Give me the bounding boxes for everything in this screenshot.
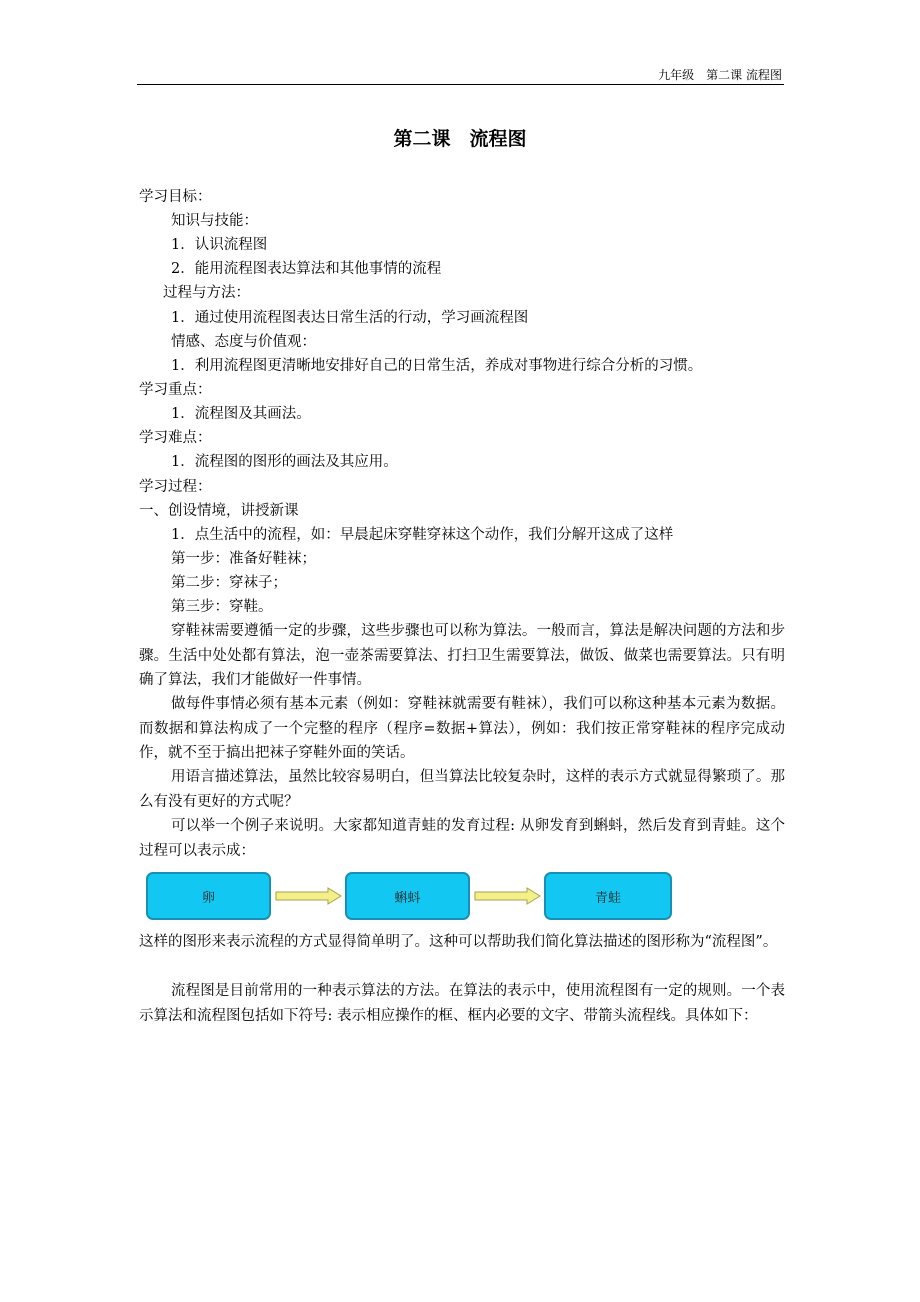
step-item: 第三步：穿鞋。 (171, 599, 273, 615)
knowledge-item: 1．认识流程图 (171, 237, 268, 253)
flow-box-egg: 卵 (146, 872, 271, 920)
key-points-heading: 学习重点： (139, 382, 212, 398)
flow-box-tadpole: 蝌蚪 (345, 872, 470, 920)
flow-arrow-icon (274, 886, 344, 906)
process-section-heading: 学习过程： (139, 479, 212, 495)
frog-flowchart (146, 869, 676, 923)
paragraph: 做每件事情必须有基本元素（例如：穿鞋袜就需要有鞋袜），我们可以称这种基本元素为数据。而数据和算法构成了一个完整的程序（程序=数据+算法），例如：我们按正常穿鞋袜的程序完成动作，就不至于搞出把袜子穿鞋外面的笑话。 (139, 696, 785, 761)
step-item: 第一步：准备好鞋袜； (171, 551, 316, 567)
flow-arrow-icon (473, 886, 543, 906)
process-heading: 过程与方法： (163, 285, 250, 301)
paragraph: 这样的图形来表示流程的方式显得简单明了。这种可以帮助我们简化算法描述的图形称为“流程图”。 (139, 934, 778, 950)
header-rule (137, 84, 784, 85)
section-heading: 一、创设情境，讲授新课 (139, 503, 299, 519)
emotion-heading: 情感、态度与价值观： (171, 334, 316, 350)
knowledge-item: 2．能用流程图表达算法和其他事情的流程 (171, 261, 442, 277)
paragraph: 可以举一个例子来说明。大家都知道青蛙的发育过程: 从卵发育到蝌蚪，然后发育到青蛙。这个过程可以表示成： (139, 818, 785, 859)
page-header: 九年级 第二课 流程图 (658, 68, 782, 82)
page-title: 第二课 流程图 (393, 128, 527, 150)
process-item: 1．通过使用流程图表达日常生活的行动，学习画流程图 (171, 310, 529, 326)
flow-box-frog: 青蛙 (544, 872, 672, 920)
paragraph: 用语言描述算法，虽然比较容易明白，但当算法比较复杂时，这样的表示方式就显得繁琐了。那么有没有更好的方式呢？ (139, 769, 785, 810)
process-item: 1．点生活中的流程，如：早晨起床穿鞋穿袜这个动作，我们分解开这成了这样 (171, 527, 674, 543)
knowledge-heading: 知识与技能： (171, 213, 258, 229)
step-item: 第二步：穿袜子； (171, 575, 287, 591)
emotion-item: 1．利用流程图更清晰地安排好自己的日常生活，养成对事物进行综合分析的习惯。 (171, 358, 703, 374)
objectives-heading: 学习目标： (139, 189, 212, 205)
difficulty-item: 1．流程图的图形的画法及其应用。 (171, 454, 398, 470)
key-point-item: 1．流程图及其画法。 (171, 406, 311, 422)
difficulties-heading: 学习难点： (139, 430, 212, 446)
paragraph: 流程图是目前常用的一种表示算法的方法。在算法的表示中，使用流程图有一定的规则。一个表示算法和流程图包括如下符号: 表示相应操作的框、框内必要的文字、带箭头流程线。具体如下： (139, 983, 785, 1024)
paragraph: 穿鞋袜需要遵循一定的步骤，这些步骤也可以称为算法。一般而言，算法是解决问题的方法和步骤。生活中处处都有算法，泡一壶茶需要算法、打扫卫生需要算法，做饭、做菜也需要算法。只有明确了算法，我们才能做好一件事情。 (139, 623, 785, 688)
